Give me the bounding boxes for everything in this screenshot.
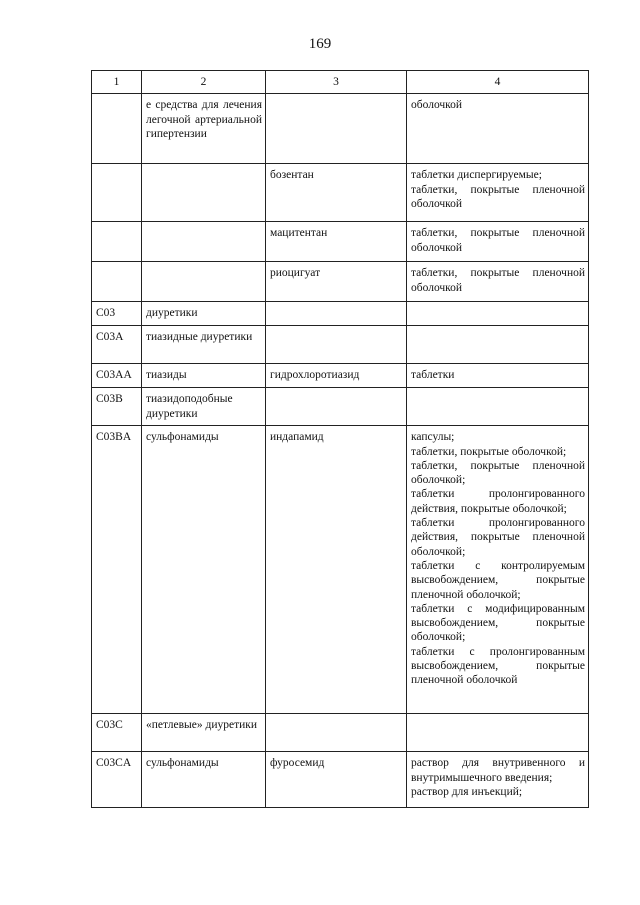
atc-code-cell: C03C (92, 714, 142, 752)
dosage-form-item: таблетки, покрытые пленочной оболочкой (411, 183, 585, 210)
group-name-cell (142, 164, 266, 222)
table-row (92, 94, 589, 164)
atc-code-cell: C03 (92, 302, 142, 326)
header-col-4: 4 (407, 71, 589, 94)
atc-code-cell: C03CA (92, 752, 142, 808)
table-row (92, 426, 589, 714)
group-name-cell (142, 262, 266, 302)
table-row (92, 388, 589, 426)
group-name-cell: «петлевые» диуретики (142, 714, 266, 752)
atc-code-cell (92, 94, 142, 164)
drug-name-cell (266, 302, 407, 326)
dosage-forms-cell (407, 426, 589, 714)
dosage-forms-cell (407, 364, 589, 388)
atc-code-cell: C03A (92, 326, 142, 364)
dosage-form-item: таблетки, покрытые пленочной оболочкой (411, 227, 585, 254)
dosage-form-item: таблетки с контролируемым высвобождением, покрытые пленочной оболочкой; (411, 559, 585, 601)
dosage-forms-cell (407, 94, 589, 164)
dosage-forms-cell (407, 302, 589, 326)
dosage-form-item: таблетки с пролонгированным высвобождением, покрытые пленочной оболочкой (411, 645, 585, 687)
dosage-form-item: таблетки, покрытые оболочкой; (411, 445, 567, 458)
dosage-form-item: раствор для внутривенного и внутримышечного введения; (411, 757, 585, 784)
table-row (92, 752, 589, 808)
drug-name-cell: риоцигуат (266, 262, 407, 302)
group-name-cell: тиазиды (142, 364, 266, 388)
dosage-form-item: таблетки, покрытые пленочной оболочкой; (411, 459, 585, 487)
drug-name-cell: фуросемид (266, 752, 407, 808)
drug-name-cell: гидрохлоротиазид (266, 364, 407, 388)
dosage-form-item: капсулы; (411, 431, 455, 444)
drug-name-cell (266, 326, 407, 364)
drug-name-cell: мацитентан (266, 222, 407, 262)
dosage-form-item: таблетки (411, 369, 455, 382)
dosage-form-item: таблетки пролонгированного действия, покрытые оболочкой; (411, 488, 585, 515)
table-row (92, 326, 589, 364)
dosage-forms-cell (407, 388, 589, 426)
atc-code-cell (92, 222, 142, 262)
drug-name-cell: индапамид (266, 426, 407, 714)
drug-table (91, 70, 589, 808)
table-row (92, 262, 589, 302)
atc-code-cell: C03AA (92, 364, 142, 388)
dosage-forms-cell (407, 752, 589, 808)
dosage-form-item: раствор для инъекций; (411, 785, 523, 798)
dosage-forms-cell (407, 164, 589, 222)
dosage-form-item: таблетки диспергируемые; (411, 169, 542, 182)
atc-code-cell (92, 164, 142, 222)
drug-name-cell: бозентан (266, 164, 407, 222)
table-row (92, 222, 589, 262)
header-col-3: 3 (266, 71, 407, 94)
dosage-forms-cell (407, 326, 589, 364)
atc-code-cell (92, 262, 142, 302)
drug-name-cell (266, 388, 407, 426)
dosage-form-item: таблетки с модифицированным высвобождением, покрытые оболочкой; (411, 602, 585, 644)
group-name-cell: сульфонамиды (142, 426, 266, 714)
table-row (92, 302, 589, 326)
header-row (92, 71, 589, 94)
dosage-forms-cell (407, 262, 589, 302)
table-row (92, 164, 589, 222)
group-name-cell: тиазидные диуретики (142, 326, 266, 364)
group-name-cell: е средства для лечения легочной артериальной гипертензии (142, 94, 266, 164)
dosage-form-item: оболочкой (411, 99, 463, 112)
header-col-2: 2 (142, 71, 266, 94)
group-name-cell: тиазидоподобные диуретики (142, 388, 266, 426)
group-name-cell (142, 222, 266, 262)
drug-name-cell (266, 714, 407, 752)
header-col-1: 1 (92, 71, 142, 94)
dosage-form-item: таблетки, покрытые пленочной оболочкой (411, 267, 585, 294)
atc-code-cell: C03BA (92, 426, 142, 714)
group-name-cell: диуретики (142, 302, 266, 326)
dosage-form-item: таблетки пролонгированного действия, покрытые пленочной оболочкой; (411, 517, 585, 558)
page-number: 169 (308, 36, 332, 52)
dosage-forms-cell (407, 222, 589, 262)
table-row (92, 364, 589, 388)
drug-name-cell (266, 94, 407, 164)
table-body (92, 94, 589, 808)
atc-code-cell: C03B (92, 388, 142, 426)
group-name-cell: сульфонамиды (142, 752, 266, 808)
table-row (92, 714, 589, 752)
dosage-forms-cell (407, 714, 589, 752)
